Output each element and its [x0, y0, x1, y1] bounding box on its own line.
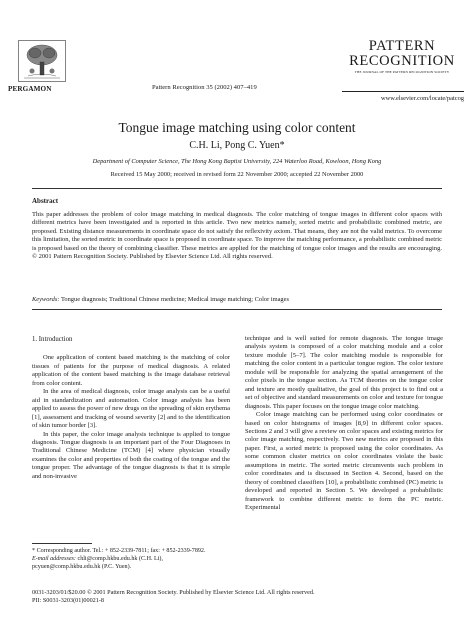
journal-reference: Pattern Recognition 35 (2002) 407–419	[152, 84, 257, 91]
body-right-column	[245, 335, 443, 513]
journal-name-line1: PATTERN	[368, 38, 436, 54]
email-text[interactable]: chli@comp.hkbu.edu.hk (C.H. Li), pcyuen@comp.hkbu.edu.hk (P.C. Yuen).	[32, 556, 163, 570]
masthead-rule	[342, 91, 464, 92]
copyright-block	[32, 589, 452, 605]
keywords-line	[32, 296, 442, 303]
elsevier-tree-logo-icon	[18, 40, 66, 82]
body-paragraph: In this paper, the color image analysis technique is applied to tongue diagnosis. Tongue diagnosis is an important part of the Four Diagnoses in Traditional Chinese Medicine (TCM) [4] where physician visually examines the color and properties of both the coating of the tongue and the tongue proper. The advantage of the tongue diagnosis is that it is simple and non-invasive	[32, 430, 230, 480]
journal-masthead	[342, 39, 462, 74]
journal-tagline: THE JOURNAL OF THE PATTERN RECOGNITION SOCIETY	[354, 70, 450, 74]
pii-line: PII: S0031-3203(01)00021-8	[32, 597, 105, 604]
abstract-bottom-rule	[32, 309, 442, 310]
body-paragraph: One application of content based matching is the matching of color tissues of patients for the purpose of medical diagnosis. A related application of the content based matching is the image database retrieval from color content.	[32, 354, 230, 387]
journal-url-link[interactable]: www.elsevier.com/locate/patcog	[381, 95, 464, 102]
copyright-line: 0031-3203/01/$20.00 © 2001 Pattern Recognition Society. Published by Elsevier Science Ltd. All rights reserved.	[32, 589, 315, 596]
section-heading-introduction: 1. Introduction	[32, 336, 73, 343]
article-title: Tongue image matching using color content	[118, 120, 356, 135]
email-label: E-mail addresses:	[32, 556, 76, 562]
body-left-column	[32, 336, 230, 481]
email-addresses	[32, 555, 230, 571]
received-dates: Received 15 May 2000; received in revised form 22 November 2000; accepted 22 November 2000	[110, 171, 364, 178]
article-authors: C.H. Li, Pong C. Yuen*	[189, 140, 285, 151]
body-paragraph: In the area of medical diagnosis, color image analysis can be a useful aid in standardization and automation. Color image analysis has been applied to assess the power of new drugs on the spreading of skin erythema [1], assessment and tracking of wound severity [2] and to the identification of skin tumor border [3].	[32, 388, 230, 430]
corresponding-author-note: * Corresponding author. Tel.: + 852-2339-7811; fax: + 852-2339-7892.	[32, 548, 206, 554]
abstract-heading: Abstract	[32, 197, 59, 205]
abstract-text: This paper addresses the problem of color image matching in medical diagnosis. The color matching of tongue images in different color spaces with different metrics have been investigated and is reported in this article. Two new metrics namely, sorted metric and probabilistic combined metric, are proposed. Existing distance measurements in coordinate space do not satisfy the reflexivity axiom. That means, they are not the valid metrics. To overcome this limitation, the sorted metric in coordinate space is proposed in coordinate space. To improve the matching performance, a probabilistic combined metric is proposed based on the theory of combining classifier. These metrics are applied for the matching of tongue color images and the results are encouraging. © 2001 Pattern Recognition Society. Published by Elsevier Science Ltd. All rights reserved.	[32, 211, 442, 261]
body-paragraph: Color image matching can be performed using color coordinates or based on color histograms of images [8,9] in different color spaces. Sections 2 and 3 will give a review on color spaces and existing metrics for color image matching, respectively. Two new metrics are proposed in this paper. First, a sorted metric is proposed using the color coordinates. As some common cluster metrics on color coordinates violate the basic assumptions in metric. The sorted metric circumvents such problem in color coordinates and is discussed in Section 4. Second, based on the theory of combined classifiers [10], a probabilistic combined (PC) metric is developed and reported in Section 5. We developed a probabilistic framework to combine different metric to form the PC metric. Experimental	[245, 411, 443, 512]
footnote-rule	[32, 543, 92, 544]
journal-name-line2: RECOGNITION	[349, 53, 455, 69]
abstract-top-rule	[32, 188, 442, 189]
keywords-text: Tongue diagnosis; Traditional Chinese medicine; Medical image matching; Color images	[60, 296, 289, 303]
body-paragraph: technique and is well suited for remote diagnosis. The tongue image analysis system is composed of a color matching module and a color texture module [5–7]. The color matching module is responsible for matching the color content in a particular tongue region. The color texture module will be responsible for analyzing the spatial arrangement of the color pixels in the tongue section. As TCM theories on the tongue color and texture are mostly qualitative, the goal of this project is to find out a set of objective and standard measurements on color and texture for tongue diagnosis. This paper focuses on the tongue image color matching.	[245, 335, 443, 410]
publisher-name: PERGAMON	[8, 85, 52, 93]
keywords-label: Keywords:	[32, 296, 60, 303]
footnote	[32, 547, 230, 571]
author-affiliation: Department of Computer Science, The Hong Kong Baptist University, 224 Waterloo Road, Kowloon, Hong Kong	[92, 158, 382, 165]
